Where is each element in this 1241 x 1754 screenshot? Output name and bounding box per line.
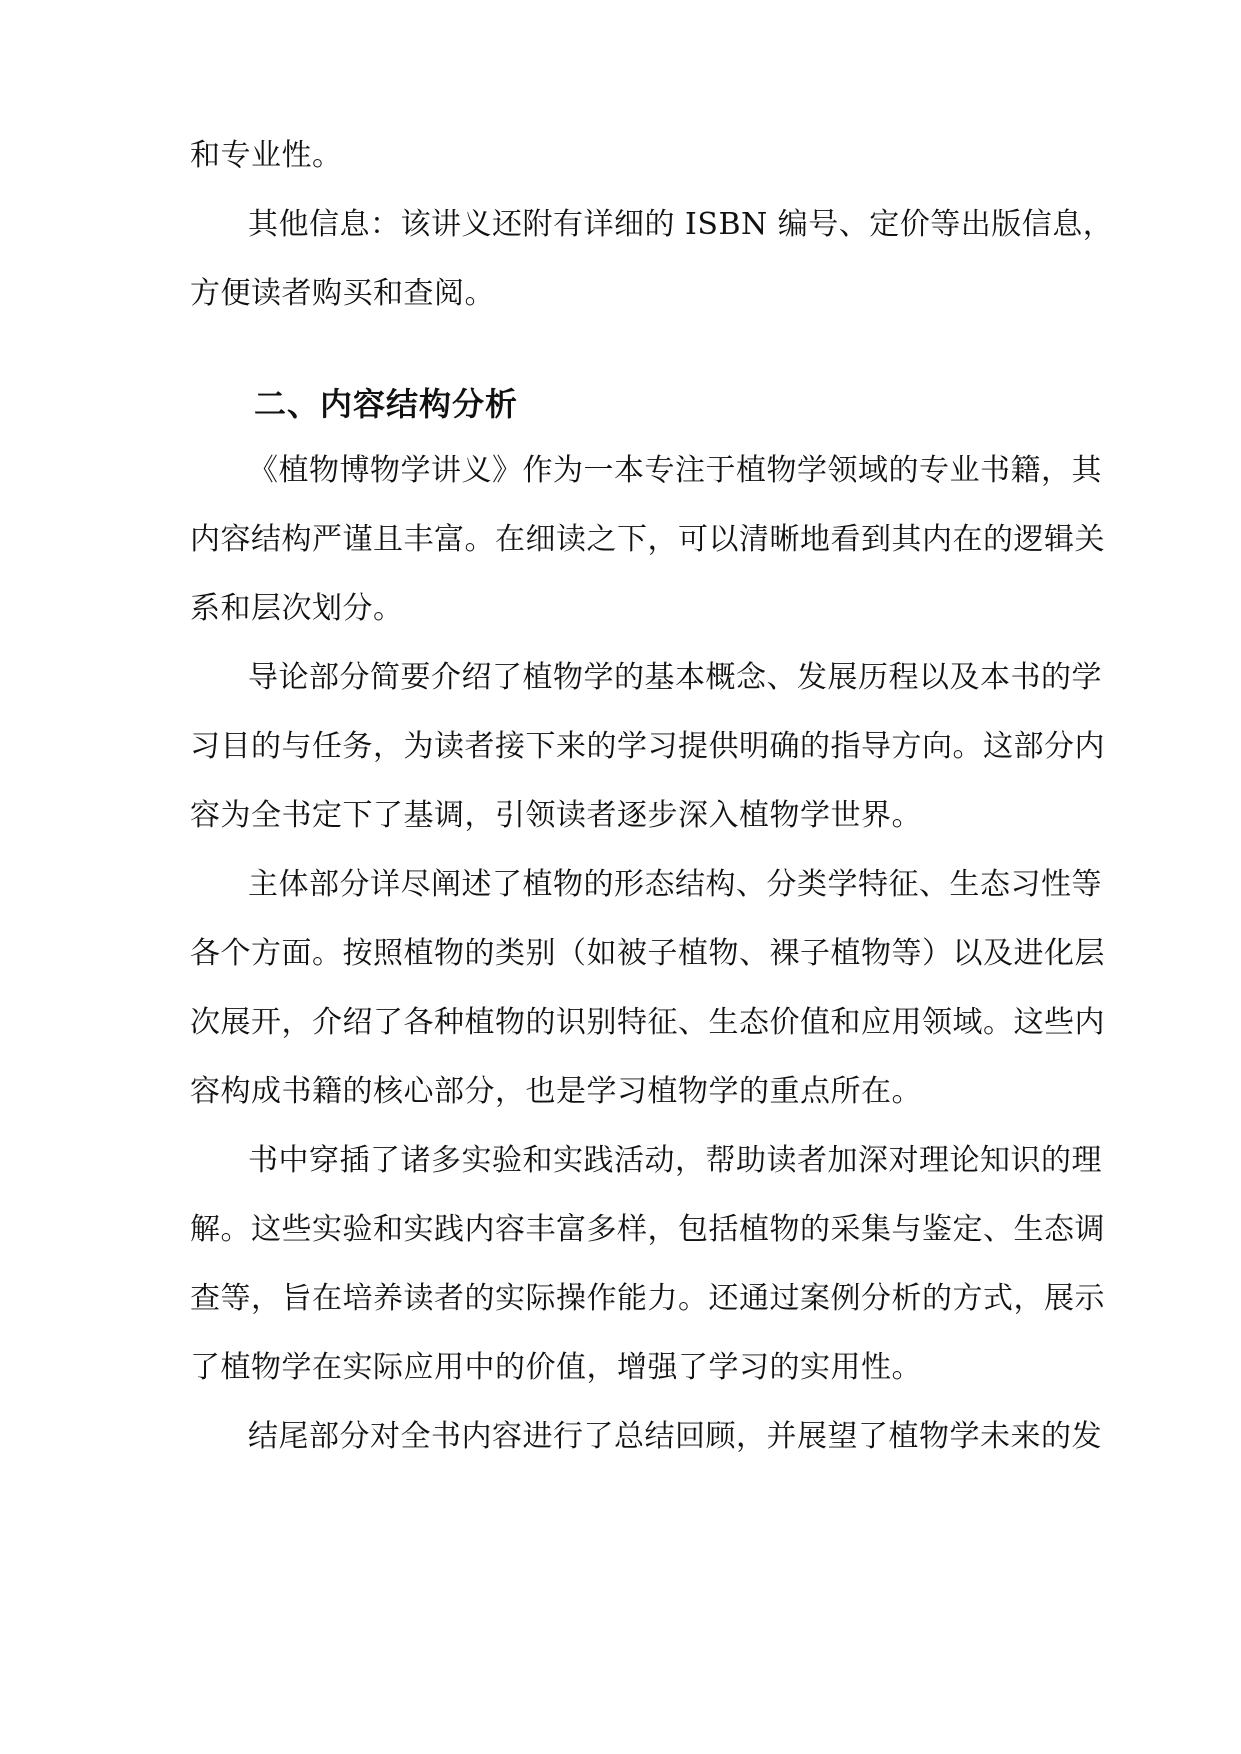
text-line: 各个方面。按照植物的类别（如被子植物、裸子植物等）以及进化层	[190, 936, 1105, 971]
text-line: 容为全书定下了基调，引领读者逐步深入植物学世界。	[190, 798, 922, 833]
text-line: 查等，旨在培养读者的实际操作能力。还通过案例分析的方式，展示	[190, 1281, 1105, 1316]
text-line: 《植物博物学讲义》作为一本专注于植物学领域的专业书籍，其	[248, 453, 1102, 488]
paragraph-introduction-part	[190, 660, 1105, 834]
text-line: 次展开，介绍了各种植物的识别特征、生态价值和应用领域。这些内	[190, 1005, 1105, 1040]
text-line: 系和层次划分。	[190, 591, 404, 626]
paragraph-conclusion	[190, 1419, 1102, 1455]
document-body	[190, 138, 1114, 1455]
paragraph-experiments	[190, 1143, 1105, 1386]
paragraph-intro	[190, 453, 1105, 627]
text-line: 容构成书籍的核心部分，也是学习植物学的重点所在。	[190, 1074, 922, 1109]
text-line: 和专业性。	[190, 138, 343, 173]
text-line: 其他信息：该讲义还附有详细的 ISBN 编号、定价等出版信息，	[248, 207, 1114, 242]
paragraph-continuation	[190, 138, 1060, 174]
text-line: 内容结构严谨且丰富。在细读之下，可以清晰地看到其内在的逻辑关	[190, 522, 1105, 557]
paragraph-other-info	[190, 207, 1114, 312]
text-line: 了植物学在实际应用中的价值，增强了学习的实用性。	[190, 1350, 922, 1385]
text-line: 方便读者购买和查阅。	[190, 276, 495, 311]
text-line: 导论部分简要介绍了植物学的基本概念、发展历程以及本书的学	[248, 660, 1102, 695]
section-heading: 二、内容结构分析	[254, 385, 519, 423]
text-line: 书中穿插了诸多实验和实践活动，帮助读者加深对理论知识的理	[248, 1143, 1102, 1178]
text-line: 习目的与任务，为读者接下来的学习提供明确的指导方向。这部分内	[190, 729, 1105, 764]
text-line: 结尾部分对全书内容进行了总结回顾，并展望了植物学未来的发	[248, 1419, 1102, 1454]
paragraph-main-part	[190, 867, 1105, 1110]
text-line: 解。这些实验和实践内容丰富多样，包括植物的采集与鉴定、生态调	[190, 1212, 1105, 1247]
text-line: 主体部分详尽阐述了植物的形态结构、分类学特征、生态习性等	[248, 867, 1102, 902]
